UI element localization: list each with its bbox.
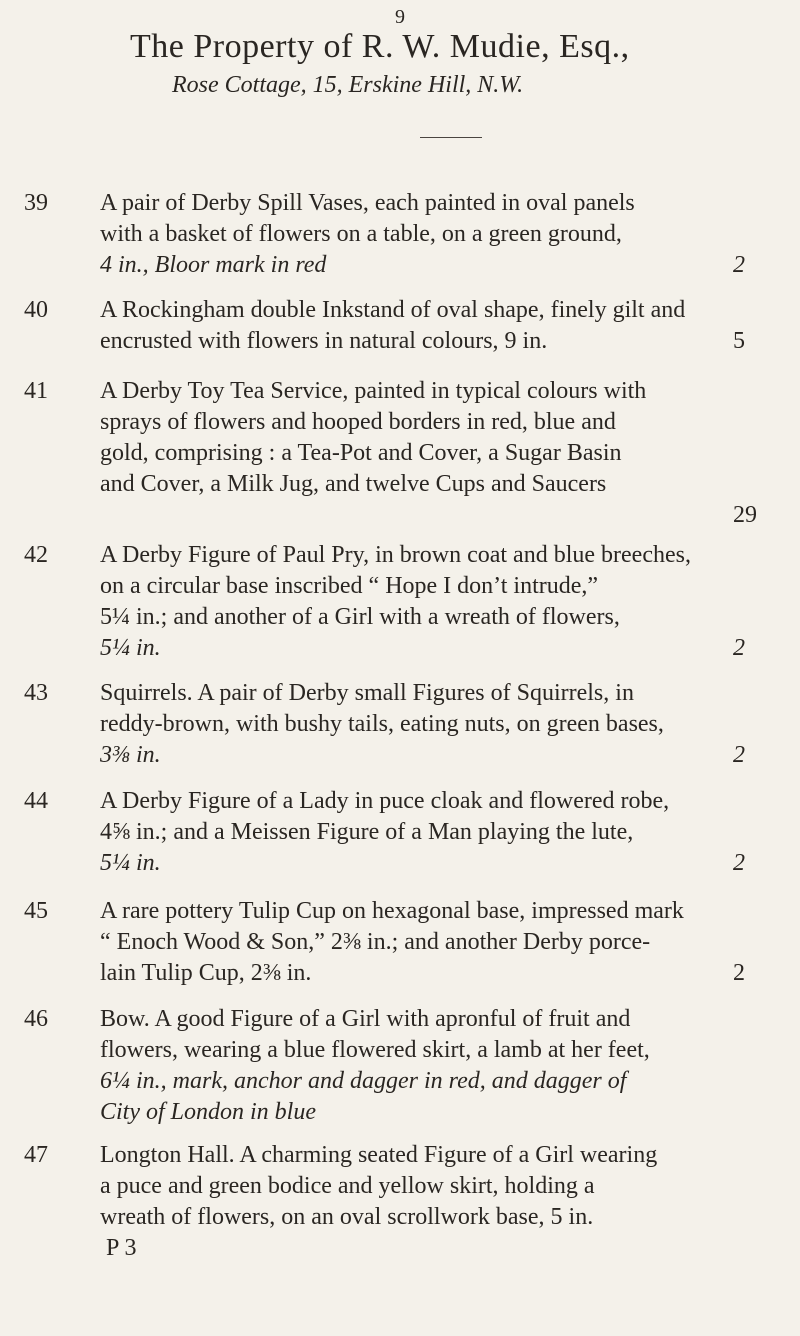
lot-line: 6¼ in., mark, anchor and dagger in red, and dagger of	[100, 1068, 627, 1094]
lot-line: and Cover, a Milk Jug, and twelve Cups and Saucers	[100, 471, 607, 497]
lot-entry	[0, 188, 800, 281]
lot-description	[100, 786, 780, 879]
lot-line: lain Tulip Cup, 2⅜ in. 2	[100, 960, 745, 986]
lot-line: 4 in., Bloor mark in red 2	[100, 252, 745, 278]
lot-line: 5¼ in. 2	[100, 850, 745, 876]
lot-line: with a basket of flowers on a table, on a green ground,	[100, 221, 622, 247]
lot-number: 40	[24, 297, 48, 323]
lot-line: a puce and green bodice and yellow skirt, holding a	[100, 1173, 595, 1199]
lot-description	[100, 1140, 780, 1264]
lot-number: 44	[24, 788, 48, 814]
lot-line: A pair of Derby Spill Vases, each painted in oval panels	[100, 190, 635, 216]
lot-line: A Derby Toy Tea Service, painted in typical colours with	[100, 378, 647, 404]
lot-entry	[0, 786, 800, 879]
lot-line: 5¼ in.; and another of a Girl with a wreath of flowers,	[100, 604, 620, 630]
lot-line: gold, comprising : a Tea-Pot and Cover, a Sugar Basin	[100, 440, 622, 466]
lot-number: 39	[24, 190, 48, 216]
lot-line: Bow. A good Figure of a Girl with apronful of fruit and	[100, 1006, 631, 1032]
lot-description	[100, 1004, 780, 1128]
lot-number: 43	[24, 680, 48, 706]
lot-line: 5¼ in. 2	[100, 635, 745, 661]
lot-line: A Derby Figure of a Lady in puce cloak and flowered robe,	[100, 788, 670, 814]
lot-line: City of London in blue	[100, 1099, 316, 1125]
lot-line: 4⅝ in.; and a Meissen Figure of a Man playing the lute,	[100, 819, 634, 845]
page-number: 9	[395, 6, 405, 28]
lot-description	[100, 540, 780, 664]
lot-entry	[0, 1004, 800, 1128]
owner-address: Rose Cottage, 15, Erskine Hill, N.W.	[172, 72, 524, 98]
lot-line: Squirrels. A pair of Derby small Figures of Squirrels, in	[100, 680, 634, 706]
lot-line: flowers, wearing a blue flowered skirt, a lamb at her feet,	[100, 1037, 650, 1063]
lot-line: Longton Hall. A charming seated Figure of a Girl wearing	[100, 1142, 658, 1168]
lot-line: reddy-brown, with bushy tails, eating nuts, on green bases,	[100, 711, 664, 737]
lot-description	[100, 678, 780, 771]
lot-number: 46	[24, 1006, 48, 1032]
lot-number: 41	[24, 378, 48, 404]
lot-line: A Rockingham double Inkstand of oval shape, finely gilt and	[100, 297, 686, 323]
lot-entry	[0, 678, 800, 771]
lot-line: A Derby Figure of Paul Pry, in brown coat and blue breeches,	[100, 542, 691, 568]
lot-line: encrusted with flowers in natural colours, 9 in. 5	[100, 328, 745, 354]
lot-entry	[0, 540, 800, 664]
lot-line: sprays of flowers and hooped borders in red, blue and	[100, 409, 616, 435]
lot-number: 47	[24, 1142, 48, 1168]
divider-rule	[420, 137, 482, 138]
lot-line: 3⅜ in. 2	[100, 742, 745, 768]
footer-mark: P 3	[106, 1235, 137, 1261]
lot-entry	[0, 896, 800, 989]
lot-description	[100, 896, 780, 989]
lot-entry	[0, 295, 800, 357]
lot-line: wreath of flowers, on an oval scrollwork base, 5 in.	[100, 1204, 594, 1230]
lot-line: on a circular base inscribed “ Hope I don’t intrude,”	[100, 573, 599, 599]
lot-description	[100, 376, 780, 531]
lot-line: A rare pottery Tulip Cup on hexagonal base, impressed mark	[100, 898, 684, 924]
lot-number: 42	[24, 542, 48, 568]
lot-number: 45	[24, 898, 48, 924]
lot-entry	[0, 376, 800, 531]
owner-title: The Property of R. W. Mudie, Esq.,	[130, 28, 630, 65]
lot-line: “ Enoch Wood & Son,” 2⅜ in.; and another Derby porce-	[100, 929, 651, 955]
lot-entry	[0, 1140, 800, 1264]
lot-description	[100, 295, 780, 357]
lot-line: 29	[733, 502, 757, 528]
lot-description	[100, 188, 780, 281]
